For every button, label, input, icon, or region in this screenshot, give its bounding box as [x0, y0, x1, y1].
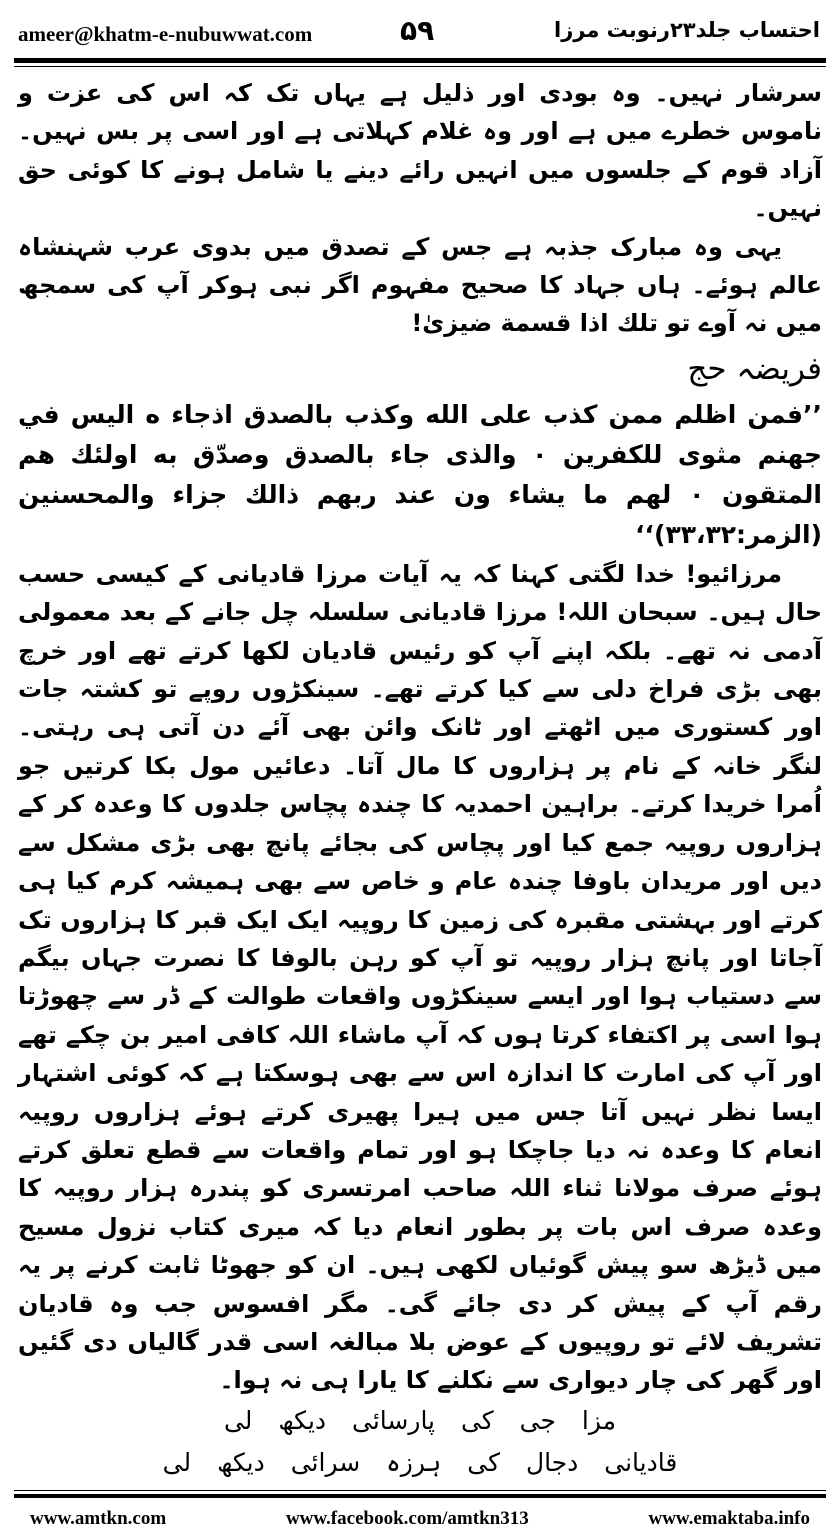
footer-link-emaktaba[interactable]: www.emaktaba.info [648, 1508, 810, 1529]
footer-rule-thin [14, 1490, 826, 1491]
paragraph-2: یہی وہ مبارک جذبہ ہے جس کے تصدق میں بدوی عرب شہنشاہ عالم ہوئے۔ ہاں جہاد کا صحیح مفہوم اگر نبی ہوکر آپ کی سمجھ میں نہ آوے تو تلك اذا قسمة ضیزیٰ! [18, 232, 822, 338]
paragraph-3: مرزائیو! خدا لگتی کہنا کہ یہ آیات مرزا قادیانی کے کیسی حسب حال ہیں۔ سبحان اللہ! مرزا قادیانی سلسلہ چل جانے کے بعد معمولی آدمی نہ تھے۔ بلکہ اپنے آپ کو رئیس قادیان لکھا کرتے تھے اور خرچ بھی بڑی فراخ دلی سے کیا کرتے تھے۔ سینکڑوں روپے تو کشتہ جات اور کستوری میں اٹھتے اور ٹانک وائن بھی آئے دن آتی ہی رہتی۔ لنگر خانہ کے نام پر ہزاروں کا مال آتا۔ دعائیں مول بکا کرتیں جو اُمرا خریدا کرتے۔ براہین احمدیہ کا چندہ پچاس جلدوں کا وعدہ کر کے ہزاروں روپیہ جمع کیا اور پچاس کی بجائے پانچ بھی بڑی مشکل سے دیں اور مریدان باوفا چندہ عام و خاص سے بھی ہمیشہ کرم کیا ہی کرتے اور بہشتی مقبرہ کی زمین کا روپیہ ایک ایک قبر کا ہزاروں تک آجاتا اور پانچ ہزار روپیہ تو آپ کو رہن بالوفا کا نصرت جہاں بیگم سے دستیاب ہوا اور ایسے سینکڑوں واقعات طوالت کے ڈر سے چھوڑتا ہوا اسی پر اکتفاء کرتا ہوں کہ آپ ماشاء اللہ کافی امیر بن چکے تھے اور آپ کی امارت کا اندازہ اس سے بھی ہوسکتا ہے کہ کوئی اشتہار ایسا نظر نہیں آتا جس میں ہیرا پھیری کرتے ہوئے ہزاروں روپیہ انعام کا وعدہ نہ دیا جاچکا ہو اور تمام واقعات سے قطع تعلق کرتے ہوئے صرف مولانا ثناء اللہ صاحب امرتسری کو پندرہ ہزار روپیہ کا وعدہ صرف اس بات پر بطور انعام دیا کہ میری کتاب نزول مسیح میں ڈیڑھ سو پیش گوئیاں لکھی ہیں۔ ان کو جھوٹا ثابت کرنے پر یہ رقم آپ کے پیش کر دی جائے گی۔ مگر افسوس جب وہ قادیان تشریف لائے تو روپیوں کے عوض بلا مبالغہ اسی قدر گالیاں دی گئیں اور گھر کی چار دیواری سے نکلنے کا یارا ہی نہ ہوا۔ [18, 559, 823, 1395]
page-number: ۵۹ [400, 14, 435, 47]
couplet-line-2: قادیانی دجال کی ہرزہ سرائی دیکھ لی [162, 1447, 678, 1477]
header-rule-thick [14, 58, 826, 63]
footer-rule-thick [14, 1494, 826, 1498]
page-footer [14, 1501, 826, 1537]
quran-verse: ’’فمن اظلم ممن كذب على الله وكذب بالصدق اذجاء ه اليس في جهنم مثوى للكفرين ۰ والذى جاء بالصدق وصدّق به اولئك هم المتقون ۰ لهم ما يشاء ون عند ربهم ذالك جزاء والمحسنين (الزمر:۳۳،۳۲)‘‘ [18, 399, 822, 549]
running-title: احتساب جلد۲۳رنوبت مرزا [554, 18, 820, 42]
header-email: ameer@khatm-e-nubuwwat.com [18, 22, 313, 46]
footer-link-amtkn[interactable]: www.amtkn.com [30, 1508, 167, 1529]
page-body [18, 74, 822, 1484]
couplet-line-1: مزا جی کی پارسائی دیکھ لی [223, 1405, 617, 1435]
paragraph-1: سرشار نہیں۔ وہ بودی اور ذلیل ہے یہاں تک کہ اس کی عزت و ناموس خطرے میں ہے اور وہ غلام کہلاتی ہے اور اسی پر بس نہیں۔ آزاد قوم کے جلسوں میں انہیں رائے دینے یا شامل ہونے کا کوئی حق نہیں۔ [18, 79, 822, 223]
header-rule-thin [14, 66, 826, 67]
footer-link-facebook[interactable]: www.facebook.com/amtkn313 [285, 1508, 529, 1529]
section-heading: فریضہ حج [687, 350, 822, 387]
